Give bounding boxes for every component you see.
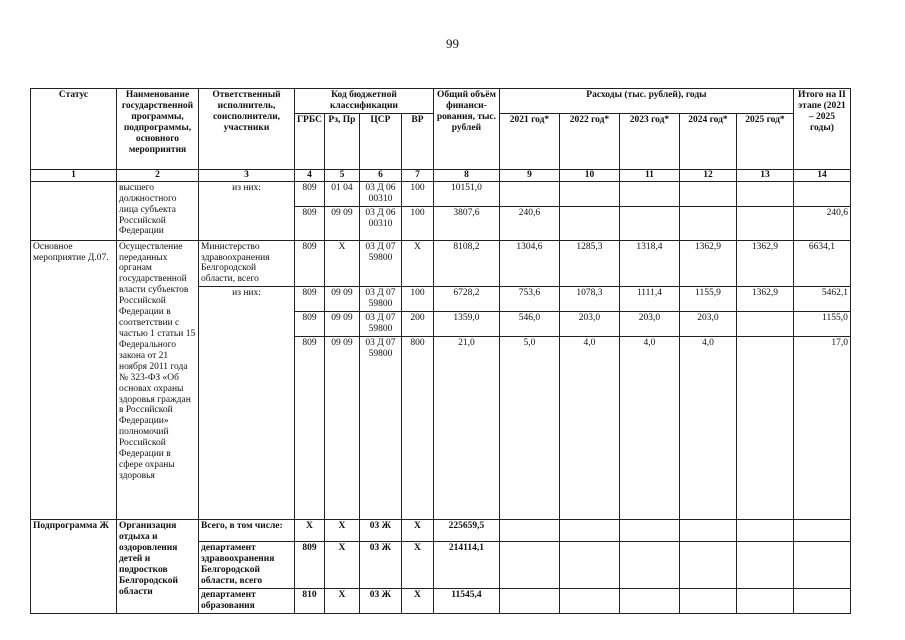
y2021-cell (499, 519, 559, 541)
y2023-cell (619, 206, 679, 240)
col-number: 10 (559, 169, 619, 181)
rzpr-cell: 01 04 (324, 181, 359, 206)
y2022-cell (559, 519, 619, 541)
y2025-cell (736, 312, 793, 337)
total-cell: 3807,6 (433, 206, 499, 240)
y2021-cell: 753,6 (499, 287, 559, 312)
rzpr-cell: 09 09 (324, 336, 359, 519)
csr-cell: 03 Д 07 59800 (359, 287, 401, 312)
header-2024: 2024 год* (679, 113, 736, 169)
rzpr-cell: 09 09 (324, 206, 359, 240)
y2023-cell (619, 588, 679, 613)
y2024-cell (679, 206, 736, 240)
col-number: 5 (324, 169, 359, 181)
header-rzpr: Рз, Пр (324, 113, 359, 169)
col-number: 6 (359, 169, 401, 181)
y2024-cell (679, 181, 736, 206)
col-number: 2 (117, 169, 199, 181)
header-name: Наименование государственной программы, подпрограммы, основного мероприятия (117, 89, 199, 170)
y2025-cell: 1362,9 (736, 287, 793, 312)
table-row (31, 519, 851, 541)
itogo-cell: 240,6 (793, 206, 850, 240)
name-cell: Организация отдыха и оздоровления детей и подростков Белгородской области (117, 519, 199, 613)
status-cell: Подпрограмма Ж (31, 519, 117, 613)
csr-cell: 03 Д 06 00310 (359, 181, 401, 206)
y2023-cell: 4,0 (619, 336, 679, 519)
vr-cell: 100 (401, 206, 433, 240)
grbs-cell: 809 (295, 541, 325, 588)
status-cell: Основное мероприятие Д.07. (31, 240, 117, 519)
vr-cell: 200 (401, 312, 433, 337)
itogo-cell: 5462,1 (793, 287, 850, 312)
header-grbs: ГРБС (295, 113, 325, 169)
col-number: 3 (199, 169, 295, 181)
header-itogo: Итого на II этапе (2021 – 2025 годы) (793, 89, 850, 170)
y2021-cell: 546,0 (499, 312, 559, 337)
header-total: Общий объём финанси-рования, тыс. рублей (433, 89, 499, 170)
y2022-cell (559, 588, 619, 613)
total-cell: 10151,0 (433, 181, 499, 206)
y2022-cell: 4,0 (559, 336, 619, 519)
y2022-cell: 203,0 (559, 312, 619, 337)
status-cell (31, 181, 117, 240)
vr-cell: 100 (401, 287, 433, 312)
y2024-cell (679, 588, 736, 613)
executor-cell: из них: (199, 287, 295, 520)
y2022-cell: 1285,3 (559, 240, 619, 287)
total-cell: 1359,0 (433, 312, 499, 337)
y2022-cell (559, 541, 619, 588)
y2021-cell (499, 588, 559, 613)
y2023-cell: 1111,4 (619, 287, 679, 312)
y2023-cell: 203,0 (619, 312, 679, 337)
header-vr: ВР (401, 113, 433, 169)
col-number: 8 (433, 169, 499, 181)
executor-cell: департамент образования (199, 588, 295, 613)
csr-cell: 03 Д 06 00310 (359, 206, 401, 240)
total-cell: 214114,1 (433, 541, 499, 588)
executor-cell: из них: (199, 181, 295, 240)
y2022-cell: 1078,3 (559, 287, 619, 312)
header-2021: 2021 год* (499, 113, 559, 169)
y2024-cell (679, 541, 736, 588)
col-number: 13 (736, 169, 793, 181)
vr-cell: 100 (401, 181, 433, 206)
csr-cell: 03 Д 07 59800 (359, 312, 401, 337)
y2023-cell (619, 519, 679, 541)
y2023-cell (619, 541, 679, 588)
grbs-cell: 809 (295, 336, 325, 519)
grbs-cell: 809 (295, 312, 325, 337)
y2025-cell (736, 519, 793, 541)
csr-cell: 03 Д 07 59800 (359, 240, 401, 287)
rzpr-cell: Х (324, 588, 359, 613)
grbs-cell: 809 (295, 206, 325, 240)
csr-cell: 03 Ж (359, 588, 401, 613)
col-number: 4 (295, 169, 325, 181)
y2021-cell: 1304,6 (499, 240, 559, 287)
header-csr: ЦСР (359, 113, 401, 169)
executor-cell: департамент здравоохранения Белгородской области, всего (199, 541, 295, 588)
csr-cell: 03 Ж (359, 541, 401, 588)
grbs-cell: 809 (295, 240, 325, 287)
executor-cell: Всего, в том числе: (199, 519, 295, 541)
total-cell: 21,0 (433, 336, 499, 519)
header-2025: 2025 год* (736, 113, 793, 169)
y2025-cell (736, 541, 793, 588)
table-row (31, 181, 851, 206)
vr-cell: Х (401, 519, 433, 541)
y2024-cell: 4,0 (679, 336, 736, 519)
y2024-cell (679, 519, 736, 541)
rzpr-cell: Х (324, 541, 359, 588)
y2022-cell (559, 181, 619, 206)
col-number: 11 (619, 169, 679, 181)
y2021-cell: 240,6 (499, 206, 559, 240)
csr-cell: 03 Д 07 59800 (359, 336, 401, 519)
itogo-cell (793, 588, 850, 613)
page-number: 99 (446, 36, 459, 51)
grbs-cell: 809 (295, 181, 325, 206)
itogo-cell: 6634,1 (793, 240, 850, 287)
y2021-cell (499, 181, 559, 206)
csr-cell: 03 Ж (359, 519, 401, 541)
y2025-cell (736, 336, 793, 519)
column-numbers-row (31, 169, 851, 181)
y2023-cell: 1318,4 (619, 240, 679, 287)
rzpr-cell: 09 09 (324, 287, 359, 312)
vr-cell: 800 (401, 336, 433, 519)
grbs-cell: Х (295, 519, 325, 541)
y2024-cell: 1155,9 (679, 287, 736, 312)
header-budget-code: Код бюджетной классификации (295, 89, 434, 114)
col-number: 12 (679, 169, 736, 181)
rzpr-cell: Х (324, 519, 359, 541)
vr-cell: Х (401, 588, 433, 613)
y2021-cell: 5,0 (499, 336, 559, 519)
itogo-cell: 17,0 (793, 336, 850, 519)
name-cell: Осуществление переданных органам государственной власти субъектов Российской Федерации в соответствии с частью 1 статьи 15 Федерального закона от 21 ноября 2011 года № 323-ФЗ «Об основах охраны здоровья граждан в Российской Федерации» полномочий Российской Федерации в сфере охраны здоровья (117, 240, 199, 519)
itogo-cell: 1155,0 (793, 312, 850, 337)
y2025-cell (736, 181, 793, 206)
y2021-cell (499, 541, 559, 588)
vr-cell: Х (401, 240, 433, 287)
vr-cell: Х (401, 541, 433, 588)
header-2022: 2022 год* (559, 113, 619, 169)
header-status: Статус (31, 89, 117, 170)
col-number: 14 (793, 169, 850, 181)
table-row (31, 240, 851, 287)
total-cell: 11545,4 (433, 588, 499, 613)
total-cell: 225659,5 (433, 519, 499, 541)
header-2023: 2023 год* (619, 113, 679, 169)
col-number: 1 (31, 169, 117, 181)
header-executor: Ответственный исполнитель, соисполнители, участники (199, 89, 295, 170)
budget-table (30, 88, 851, 614)
itogo-cell (793, 519, 850, 541)
y2025-cell (736, 206, 793, 240)
grbs-cell: 810 (295, 588, 325, 613)
y2022-cell (559, 206, 619, 240)
col-number: 9 (499, 169, 559, 181)
y2024-cell: 1362,9 (679, 240, 736, 287)
y2024-cell: 203,0 (679, 312, 736, 337)
rzpr-cell: Х (324, 240, 359, 287)
grbs-cell: 809 (295, 287, 325, 312)
rzpr-cell: 09 09 (324, 312, 359, 337)
header-expenses: Расходы (тыс. рублей), годы (499, 89, 793, 114)
y2025-cell (736, 588, 793, 613)
y2025-cell: 1362,9 (736, 240, 793, 287)
executor-cell: Министерство здравоохранения Белгородской области, всего (199, 240, 295, 287)
itogo-cell (793, 181, 850, 206)
total-cell: 6728,2 (433, 287, 499, 312)
y2023-cell (619, 181, 679, 206)
itogo-cell (793, 541, 850, 588)
col-number: 7 (401, 169, 433, 181)
name-cell: высшего должностного лица субъекта Российской Федерации (117, 181, 199, 240)
total-cell: 8108,2 (433, 240, 499, 287)
